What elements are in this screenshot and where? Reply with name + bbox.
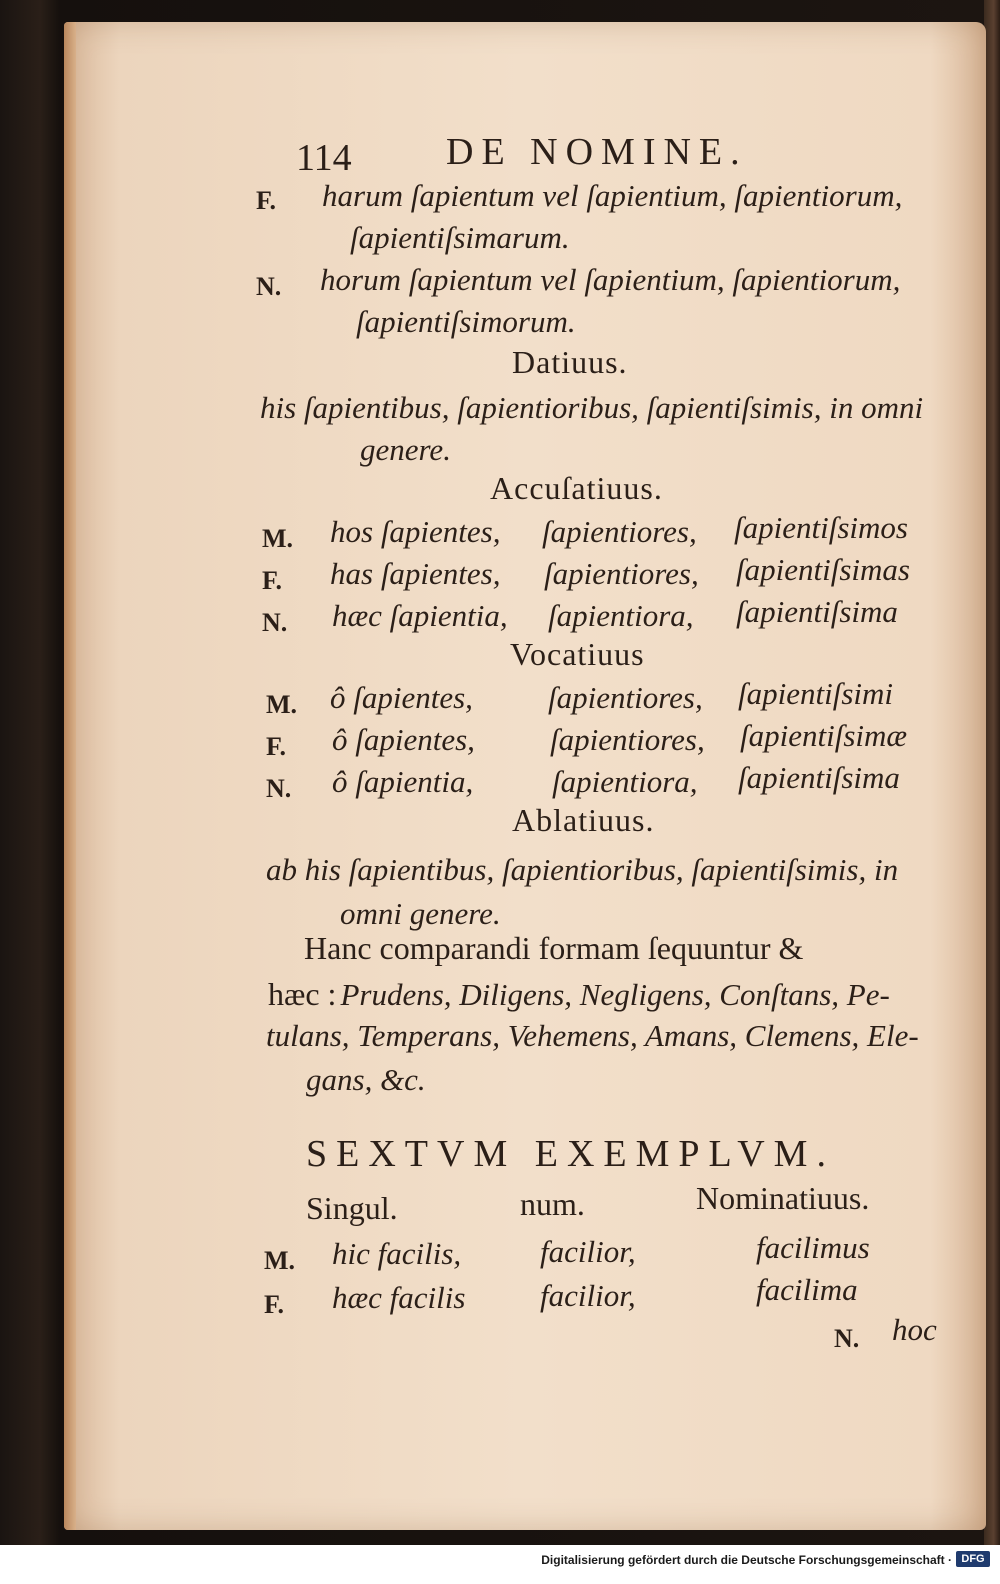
declension-cell: ſapientiſsima [738,760,900,795]
declension-cell: ô ſapientia, [332,764,474,799]
case-heading-accusatiuus: Accuſatiuus. [490,470,663,506]
paragraph-line [268,976,890,1013]
paragraph-italic: Prudens, Diligens, Negligens, Conſtans, Pe- [340,977,890,1012]
gender-label: M. [262,524,294,553]
gender-label: F. [256,186,276,215]
text-line: horum ſapientum vel ſapientium, ſapientiorum, [320,262,901,297]
paragraph-line: Hanc comparandi formam ſequuntur & [304,930,804,966]
column-heading: Nominatiuus. [696,1180,870,1216]
declension-cell: ſapientiora, [552,764,698,799]
running-title: DE NOMINE. [446,131,748,173]
footer-credit: Digitalisierung gefördert durch die Deutsche Forschungsgemeinschaft · [541,1553,952,1567]
text-line: omni genere. [340,896,501,931]
gender-label: N. [266,774,292,803]
declension-cell: ſapientiſsimos [734,510,908,545]
page-edge [64,22,76,1530]
declension-cell: hæc facilis [332,1280,466,1315]
text-line: ſapientiſsimarum. [350,220,570,255]
catchword: hoc [892,1312,937,1347]
gender-label: F. [264,1290,284,1319]
declension-cell: ſapientiſsima [736,594,898,629]
declension-cell: ô ſapientes, [330,680,473,715]
case-heading-vocatiuus: Vocatiuus [510,636,645,672]
gender-label: M. [266,690,298,719]
case-heading-datiuus: Datiuus. [512,344,628,380]
declension-cell: ſapientiſsimæ [740,718,908,753]
declension-cell: facilimus [756,1230,870,1265]
section-title: SEXTVM EXEMPLVM. [306,1133,835,1175]
declension-cell: ſapientiſsimi [738,676,893,711]
book-cover-edge [984,0,1000,1545]
declension-cell: facilior, [540,1234,636,1269]
text-line: genere. [360,432,451,467]
text-line: his ſapientibus, ſapientioribus, ſapientiſsimis, in omni [260,390,924,425]
declension-cell: facilima [756,1272,858,1307]
dfg-logo: DFG [956,1551,990,1567]
gender-label: N. [262,608,288,637]
text-line: harum ſapientum vel ſapientium, ſapientiorum, [322,178,903,213]
gender-label: F. [266,732,286,761]
column-heading: num. [520,1186,585,1222]
declension-cell: hic facilis, [332,1236,462,1271]
text-line: ab his ſapientibus, ſapientioribus, ſapientiſsimis, in [266,852,899,887]
declension-cell: ſapientiores, [544,556,699,591]
page-number: 114 [296,137,352,179]
declension-cell: ô ſapientes, [332,722,475,757]
declension-cell: ſapientiores, [542,514,697,549]
column-heading: Singul. [306,1190,398,1226]
declension-cell: ſapientiora, [548,598,694,633]
text-line: ſapientiſsimorum. [356,304,576,339]
gender-label: M. [264,1246,296,1275]
case-heading-ablatiuus: Ablatiuus. [512,802,655,838]
gender-label: N. [256,272,282,301]
catchword-label: N. [834,1324,860,1353]
declension-cell: hæc ſapientia, [332,598,508,633]
paragraph-line: tulans, Temperans, Vehemens, Amans, Clemens, Ele- [266,1018,919,1053]
declension-cell: has ſapientes, [330,556,501,591]
paragraph-roman: hæc : [268,976,337,1012]
declension-cell: ſapientiores, [548,680,703,715]
paragraph-line: gans, &c. [306,1062,426,1097]
declension-cell: hos ſapientes, [330,514,501,549]
declension-cell: facilior, [540,1278,636,1313]
declension-cell: ſapientiores, [550,722,705,757]
gender-label: F. [262,566,282,595]
declension-cell: ſapientiſsimas [736,552,910,587]
